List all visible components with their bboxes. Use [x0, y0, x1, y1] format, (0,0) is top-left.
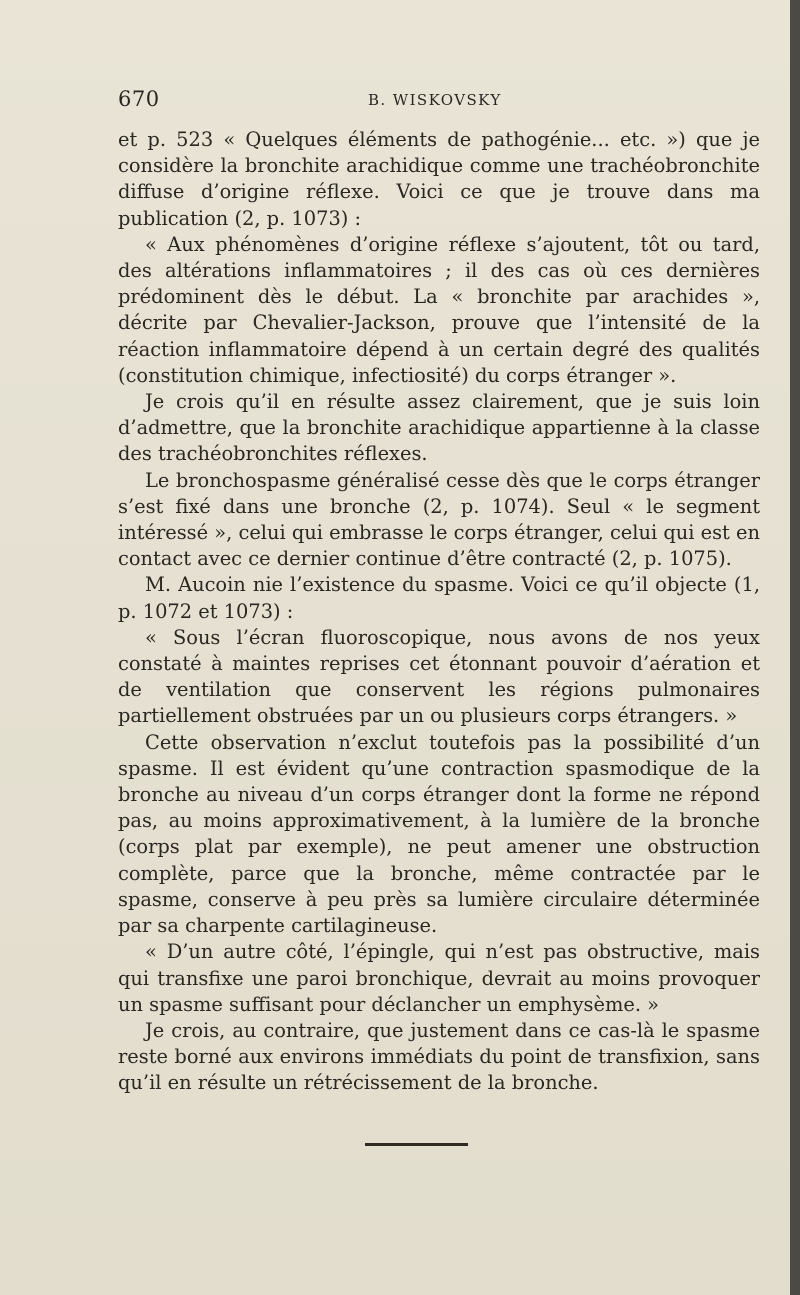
paragraph: « Aux phénomènes d’origine réflexe s’ajoutent, tôt ou tard, des altérations inflammatoires ; il des cas où ces dernières prédominent dès le début. La « bronchite par arachides », décrite par Chevalier-Jackson, prouve que l’intensité de la réaction inflammatoire dépend à un certain degré des qualités (constitution chimique, infectiosité) du corps étranger ». — [118, 232, 760, 387]
paragraph: et p. 523 « Quelques éléments de pathogénie... etc. ») que je considère la bronchite arachidique comme une trachéobronchite diffuse d’origine réflexe. Voici ce que je trouve dans ma publication (2, p. 1073) : — [118, 128, 760, 230]
body-text — [118, 127, 760, 1097]
paragraph: M. Aucoin nie l’existence du spasme. Voici ce qu’il objecte (1, p. 1072 et 1073) : — [118, 573, 760, 623]
paragraph: Je crois qu’il en résulte assez clairement, que je suis loin d’admettre, que la bronchite arachidique appartienne à la classe des trachéobronchites réflexes. — [118, 390, 760, 466]
paragraph: « Sous l’écran fluoroscopique, nous avons de nos yeux constaté à maintes reprises cet étonnant pouvoir d’aération et de ventilation que conservent les régions pulmonaires partiellement obstruées par un ou plusieurs corps étrangers. » — [118, 625, 760, 728]
end-rule-divider — [365, 1143, 468, 1146]
paragraph: « D’un autre côté, l’épingle, qui n’est pas obstructive, mais qui transfixe une paroi bronchique, devrait au moins provoquer un spasme suffisant pour déclancher un emphysème. » — [118, 940, 760, 1016]
paragraph: Je crois, au contraire, que justement dans ce cas-là le spasme reste borné aux environs immédiats du point de transfixion, sans qu’il en résulte un rétrécissement de la bronche. — [118, 1018, 760, 1095]
paragraph: Cette observation n’exclut toutefois pas la possibilité d’un spasme. Il est évident qu’une contraction spasmodique de la bronche au niveau d’un corps étranger dont la forme ne répond pas, au moins approximativement, à la lumière de la bronche (corps plat par exemple), ne peut amener une obstruction complète, parce que la bronche, même contractée par le spasme, conserve à peu près sa lumière circulaire déterminée par sa charpente cartilagineuse. — [118, 730, 760, 938]
page-edge-shadow — [790, 0, 800, 1295]
running-head-author: B. WISKOVSKY — [368, 91, 502, 109]
paragraph: Le bronchospasme généralisé cesse dès que le corps étranger s’est fixé dans une bronche (2, p. 1074). Seul « le segment intéressé », celui qui embrasse le corps étranger, celui qui est en contact avec ce dernier continue d’être contracté (2, p. 1075). — [118, 468, 760, 571]
page-header — [118, 87, 760, 117]
page-number: 670 — [118, 87, 160, 111]
